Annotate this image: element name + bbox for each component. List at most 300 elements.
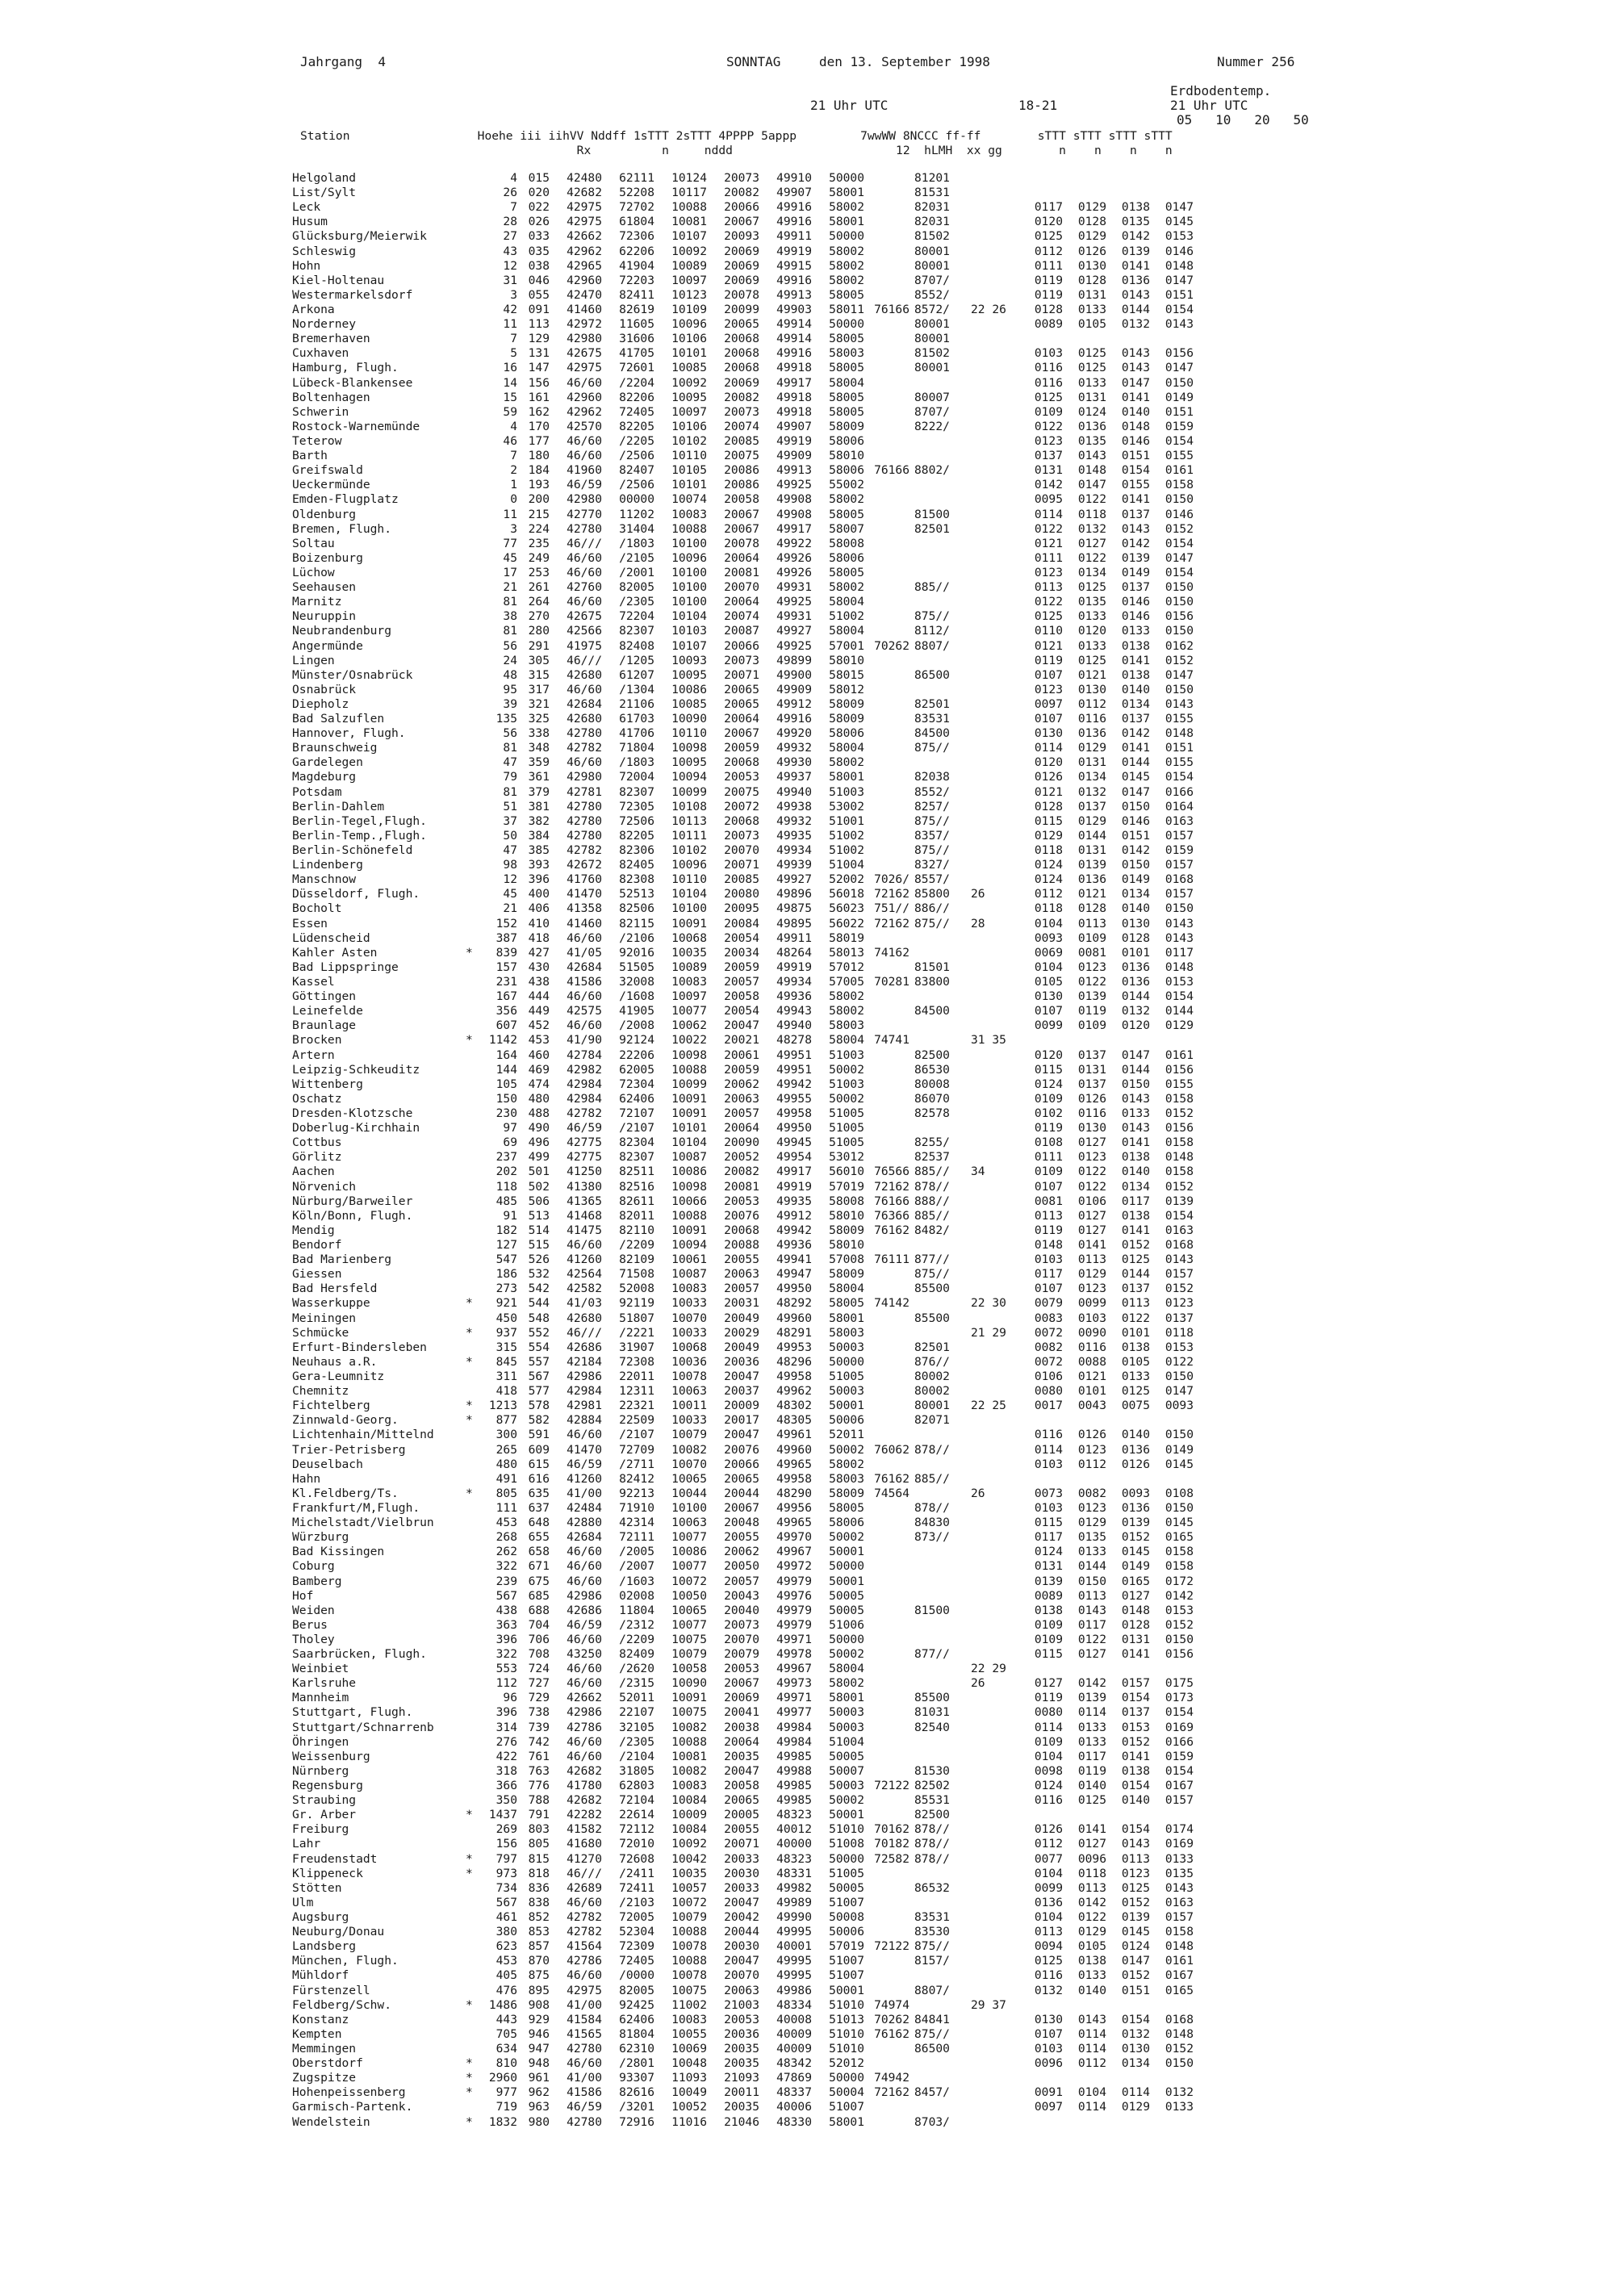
soil-temp-20cm: 0146 — [1121, 813, 1150, 828]
group-iihvv: 42786 — [567, 1954, 602, 1968]
high-station-mark — [466, 1984, 482, 1998]
group-4pppp: 49940 — [776, 784, 812, 799]
gust-ff — [963, 741, 1019, 755]
table-row — [292, 1705, 1194, 1720]
group-1sttt: 10068 — [671, 931, 707, 945]
group-2sttt: 20047 — [724, 1763, 759, 1778]
group-8nccc: 875// — [914, 2026, 950, 2041]
group-8nccc: 80001 — [914, 244, 950, 258]
gust-ff — [963, 1764, 1019, 1779]
high-station-mark: * — [466, 2085, 473, 2100]
group-iihvv: 46/59 — [567, 1121, 602, 1135]
soil-temp-20cm: 0146 — [1121, 595, 1150, 609]
group-4pppp: 49947 — [776, 1267, 812, 1282]
group-2sttt: 20070 — [724, 1968, 759, 1983]
soil-temp-20cm: 0149 — [1121, 1559, 1150, 1574]
group-8nccc: 8482/ — [914, 1223, 950, 1237]
group-iihvv: 42782 — [567, 1106, 602, 1120]
soil-temp-20cm — [1106, 186, 1150, 200]
group-nddff: 41904 — [619, 258, 654, 273]
high-station-mark — [466, 960, 482, 975]
group-7wwww — [864, 843, 909, 858]
soil-temp-50cm: 0157 — [1165, 828, 1194, 843]
group-iihvv: 42684 — [567, 1530, 602, 1545]
soil-temp-20cm — [1106, 171, 1150, 186]
height: 921 — [495, 1296, 517, 1311]
soil-temp-20cm: 0147 — [1121, 1954, 1150, 1968]
gust-ff — [963, 697, 1019, 712]
group-iihvv: 42775 — [567, 1150, 602, 1165]
station-id: 542 — [528, 1282, 550, 1296]
group-2sttt: 20035 — [724, 1749, 759, 1763]
group-1sttt: 10022 — [671, 1033, 707, 1048]
group-2sttt: 20079 — [724, 1647, 759, 1662]
high-station-mark — [466, 785, 482, 800]
station-id: 788 — [528, 1793, 550, 1808]
station-id: 453 — [528, 1033, 550, 1048]
group-iihvv: 42680 — [567, 712, 602, 726]
high-station-mark — [466, 229, 482, 244]
group-2sttt: 20063 — [724, 1091, 759, 1106]
soil-temp-10cm: 0126 — [1077, 1091, 1106, 1106]
soil-temp-10cm: 0134 — [1077, 770, 1106, 784]
group-nddff: 02008 — [619, 1588, 654, 1603]
issue-number: Nummer 256 — [1217, 54, 1295, 69]
soil-temp-5cm: 0126 — [1034, 770, 1063, 784]
group-iihvv: 42986 — [567, 1705, 602, 1720]
soil-temp-10cm: 0129 — [1077, 741, 1106, 755]
group-iihvv: 46/// — [567, 1866, 602, 1880]
station-id: 315 — [528, 667, 550, 682]
soil-temp-20cm: 0147 — [1121, 784, 1150, 799]
table-row — [292, 1896, 1194, 1910]
group-8nccc — [909, 654, 963, 668]
station-name: Emden-Flugplatz — [292, 492, 399, 507]
station-name: List/Sylt — [292, 186, 357, 200]
soil-temp-50cm — [1150, 1808, 1194, 1822]
height: 634 — [495, 2042, 517, 2056]
station-name: Frankfurt/M,Flugh. — [292, 1500, 420, 1515]
soil-temp-10cm: 0148 — [1077, 463, 1106, 478]
group-5appp: 51013 — [829, 2012, 864, 2026]
station-id: 708 — [528, 1647, 550, 1662]
station-name: Zugspitze — [292, 2071, 357, 2085]
group-2sttt: 20095 — [724, 901, 759, 916]
soil-temp-5cm: 0080 — [1034, 1705, 1063, 1720]
station-id: 506 — [528, 1194, 550, 1208]
group-8nccc: 80007 — [914, 390, 950, 404]
group-nddff: 22107 — [619, 1705, 654, 1720]
group-iihvv: 42782 — [567, 1925, 602, 1939]
group-5appp: 50003 — [829, 1720, 864, 1734]
station-id: 406 — [528, 901, 550, 916]
group-1sttt: 10094 — [671, 770, 707, 784]
group-nddff: 11605 — [619, 317, 654, 332]
gust-ff — [963, 1793, 1019, 1808]
gust-ff — [963, 361, 1019, 375]
group-5appp: 58003 — [829, 1018, 864, 1033]
table-row — [292, 1604, 1194, 1618]
group-5appp: 50001 — [829, 1545, 864, 1559]
soil-temp-50cm: 0139 — [1165, 1194, 1194, 1208]
group-nddff: 82304 — [619, 1135, 654, 1150]
group-nddff: /2620 — [619, 1662, 654, 1676]
high-station-mark — [466, 1968, 482, 1983]
station-name: Seehausen — [292, 580, 357, 595]
station-name: Soltau — [292, 536, 335, 550]
group-nddff: /2312 — [619, 1617, 654, 1632]
height: 276 — [495, 1734, 517, 1749]
soil-temp-10cm: 0122 — [1077, 975, 1106, 989]
height: 96 — [503, 1691, 517, 1705]
group-4pppp: 49995 — [776, 1925, 812, 1939]
group-iihvv: 42662 — [567, 229, 602, 244]
gust-ff — [963, 1968, 1019, 1983]
group-2sttt: 20068 — [724, 813, 759, 828]
soil-temp-10cm: 0109 — [1077, 931, 1106, 945]
group-nddff: 82005 — [619, 1983, 654, 1997]
station-name: Berlin-Temp.,Flugh. — [292, 828, 427, 843]
high-station-mark — [466, 2042, 482, 2056]
soil-temp-5cm: 0138 — [1034, 1603, 1063, 1617]
gust-ff: 26 — [971, 887, 985, 901]
high-station-mark — [466, 522, 482, 537]
soil-temp-10cm: 0116 — [1077, 1106, 1106, 1120]
group-iihvv: 42980 — [567, 770, 602, 784]
group-nddff: 82407 — [619, 463, 654, 478]
group-1sttt: 10100 — [671, 901, 707, 916]
group-7wwww — [864, 1925, 909, 1939]
group-5appp: 58013 — [829, 945, 864, 960]
group-7wwww — [864, 1092, 909, 1106]
soil-temp-20cm: 0150 — [1121, 799, 1150, 813]
group-2sttt: 20037 — [724, 1384, 759, 1399]
group-iihvv: 42575 — [567, 1004, 602, 1018]
station-name: Lichtenhain/Mittelnd — [292, 1428, 434, 1442]
group-nddff: /1608 — [619, 989, 654, 1004]
soil-temp-10cm: 0090 — [1077, 1325, 1106, 1340]
soil-temp-20cm — [1106, 1808, 1150, 1822]
soil-temp-10cm: 0143 — [1077, 449, 1106, 463]
group-1sttt: 10075 — [671, 1705, 707, 1720]
group-nddff: 42314 — [619, 1516, 654, 1530]
group-8nccc: 888// — [914, 1194, 950, 1208]
group-1sttt: 10096 — [671, 550, 707, 565]
soil-temp-20cm: 0101 — [1121, 945, 1150, 960]
group-4pppp: 48296 — [776, 1354, 812, 1369]
group-4pppp: 49899 — [776, 653, 812, 667]
group-4pppp: 48292 — [776, 1296, 812, 1311]
soil-temp-10cm — [1063, 1998, 1106, 2013]
group-2sttt: 20035 — [724, 2042, 759, 2056]
group-5appp: 58015 — [829, 667, 864, 682]
soil-temp-20cm: 0150 — [1121, 1077, 1150, 1091]
soil-temp-5cm: 0109 — [1034, 1617, 1063, 1632]
high-station-mark — [466, 1676, 482, 1691]
soil-temp-10cm: 0122 — [1077, 550, 1106, 565]
group-7wwww — [864, 609, 909, 624]
station-id: 513 — [528, 1208, 550, 1223]
soil-temp-50cm: 0157 — [1165, 1267, 1194, 1282]
group-4pppp: 40008 — [776, 2012, 812, 2026]
station-name: Erfurt-Bindersleben — [292, 1340, 427, 1354]
group-4pppp: 49977 — [776, 1705, 812, 1720]
soil-temp-20cm: 0144 — [1121, 1062, 1150, 1077]
soil-temp-5cm: 0110 — [1034, 624, 1063, 638]
height: 438 — [495, 1603, 517, 1617]
soil-temp-5cm: 0119 — [1034, 1223, 1063, 1237]
group-5appp: 50000 — [829, 1851, 864, 1866]
soil-temp-20cm: 0138 — [1121, 1150, 1150, 1165]
group-4pppp: 49895 — [776, 916, 812, 931]
height: 97 — [503, 1121, 517, 1135]
group-5appp: 58009 — [829, 696, 864, 711]
height: 81 — [503, 595, 517, 609]
gust-ff — [963, 975, 1019, 989]
soil-temp-50cm: 0150 — [1165, 375, 1194, 390]
soil-temp-20cm: 0141 — [1121, 1749, 1150, 1763]
soil-temp-5cm: 0124 — [1034, 1077, 1063, 1091]
group-2sttt: 20047 — [724, 1895, 759, 1909]
soil-temp-50cm: 0132 — [1165, 2085, 1194, 2100]
group-5appp: 58006 — [829, 726, 864, 741]
station-id: 501 — [528, 1165, 550, 1179]
soil-temp-10cm: 0126 — [1077, 244, 1106, 258]
soil-temp-50cm: 0158 — [1165, 478, 1194, 492]
group-4pppp: 49915 — [776, 258, 812, 273]
soil-temp-5cm: 0124 — [1034, 1779, 1063, 1793]
soil-temp-5cm: 0111 — [1034, 258, 1063, 273]
group-iihvv: 41/05 — [567, 945, 602, 960]
station-id: 261 — [528, 580, 550, 595]
height: 118 — [495, 1179, 517, 1194]
station-id: 038 — [528, 258, 550, 273]
soil-temp-50cm: 0147 — [1165, 550, 1194, 565]
station-id: 648 — [528, 1516, 550, 1530]
table-row — [292, 1968, 1194, 1983]
group-1sttt: 10090 — [671, 1676, 707, 1691]
soil-temp-50cm: 0148 — [1165, 2026, 1194, 2041]
soil-temp-5cm: 0072 — [1034, 1325, 1063, 1340]
group-5appp: 51005 — [829, 1106, 864, 1120]
station-name: Trier-Petrisberg — [292, 1442, 406, 1457]
soil-temp-10cm: 0144 — [1077, 828, 1106, 843]
high-station-mark — [466, 1384, 482, 1399]
soil-temp-20cm: 0127 — [1121, 1588, 1150, 1603]
group-5appp: 51004 — [829, 1734, 864, 1749]
soil-temp-5cm: 0121 — [1034, 638, 1063, 653]
high-station-mark — [466, 1165, 482, 1179]
group-7wwww — [864, 215, 909, 229]
soil-temp-20cm: 0148 — [1121, 1603, 1150, 1617]
group-4pppp: 49950 — [776, 1282, 812, 1296]
soil-temp-50cm: 0150 — [1165, 1632, 1194, 1646]
high-station-mark — [466, 1282, 482, 1296]
group-nddff: 82411 — [619, 287, 654, 302]
group-2sttt: 20053 — [724, 2012, 759, 2026]
group-1sttt: 10086 — [671, 1545, 707, 1559]
table-row — [292, 1837, 1194, 1851]
group-4pppp: 49935 — [776, 1194, 812, 1208]
station-id: 384 — [528, 828, 550, 843]
soil-temp-5cm: 0104 — [1034, 1749, 1063, 1763]
soil-temp-50cm: 0152 — [1165, 1617, 1194, 1632]
station-name: Freudenstadt — [292, 1851, 378, 1866]
group-7wwww: 70262 — [874, 2012, 909, 2026]
station-name: Köln/Bonn, Flugh. — [292, 1208, 413, 1223]
soil-temp-20cm: 0101 — [1121, 1325, 1150, 1340]
high-station-mark — [466, 1910, 482, 1925]
station-name: Wasserkuppe — [292, 1296, 370, 1311]
high-station-mark — [466, 1180, 482, 1194]
soil-temp-50cm: 0150 — [1165, 624, 1194, 638]
soil-temp-5cm: 0083 — [1034, 1311, 1063, 1325]
group-7wwww — [864, 2042, 909, 2056]
high-station-mark — [466, 245, 482, 259]
group-nddff: 72308 — [619, 1354, 654, 1369]
group-2sttt: 20088 — [724, 1237, 759, 1252]
group-1sttt: 10100 — [671, 580, 707, 595]
soil-temp-10cm: 0143 — [1077, 2012, 1106, 2026]
soil-temp-20cm: 0144 — [1121, 1267, 1150, 1282]
group-4pppp: 49967 — [776, 1662, 812, 1676]
high-station-mark — [466, 917, 482, 931]
soil-temp-5cm: 0111 — [1034, 1150, 1063, 1165]
group-1sttt: 10072 — [671, 1895, 707, 1909]
group-7wwww — [864, 1808, 909, 1822]
station-name: Barth — [292, 449, 328, 463]
group-4pppp: 49971 — [776, 1691, 812, 1705]
gust-ff — [963, 1750, 1019, 1764]
height: 239 — [495, 1574, 517, 1588]
height: 805 — [495, 1486, 517, 1500]
soil-temp-50cm: 0158 — [1165, 1165, 1194, 1179]
height: 1213 — [488, 1399, 517, 1413]
soil-temp-5cm: 0098 — [1034, 1763, 1063, 1778]
height: 2960 — [488, 2071, 517, 2085]
group-4pppp: 48323 — [776, 1808, 812, 1822]
soil-temp-10cm: 0113 — [1077, 1880, 1106, 1895]
group-7wwww — [864, 1150, 909, 1165]
station-id: 742 — [528, 1734, 550, 1749]
height: 105 — [495, 1077, 517, 1091]
group-5appp: 50000 — [829, 171, 864, 185]
station-name: Garmisch-Partenk. — [292, 2100, 413, 2114]
soil-temp-10cm: 0082 — [1077, 1486, 1106, 1500]
gust-ff — [963, 960, 1019, 975]
soil-temp-20cm: 0137 — [1121, 1705, 1150, 1720]
group-iihvv: 42682 — [567, 1793, 602, 1808]
high-station-mark — [466, 537, 482, 551]
group-7wwww — [864, 814, 909, 829]
group-2sttt: 21046 — [724, 2114, 759, 2129]
soil-temp-10cm: 0128 — [1077, 273, 1106, 287]
station-id: 836 — [528, 1880, 550, 1895]
station-id: 291 — [528, 638, 550, 653]
soil-temp-20cm: 0136 — [1121, 960, 1150, 974]
height: 977 — [495, 2085, 517, 2100]
soil-temp-50cm: 0173 — [1165, 1691, 1194, 1705]
soil-temp-50cm: 0159 — [1165, 419, 1194, 433]
group-8nccc: 873// — [914, 1530, 950, 1545]
height: 567 — [495, 1895, 517, 1909]
group-iihvv: 42570 — [567, 419, 602, 433]
soil-temp-5cm: 0142 — [1034, 478, 1063, 492]
group-nddff: 31907 — [619, 1340, 654, 1354]
group-2sttt: 20065 — [724, 1793, 759, 1808]
group-4pppp: 49958 — [776, 1106, 812, 1120]
gust-ff — [963, 449, 1019, 463]
height: 144 — [495, 1062, 517, 1077]
gust-ff — [963, 259, 1019, 274]
table-row — [292, 1370, 1194, 1384]
group-8nccc — [909, 1018, 963, 1033]
group-2sttt: 20059 — [724, 741, 759, 755]
station-name: Bad Kissingen — [292, 1545, 385, 1559]
group-iihvv: 42282 — [567, 1808, 602, 1822]
soil-temp-50cm: 0146 — [1165, 244, 1194, 258]
station-name: Bendorf — [292, 1237, 342, 1252]
table-row — [292, 1340, 1194, 1355]
group-1sttt: 10033 — [671, 1413, 707, 1428]
group-1sttt: 10079 — [671, 1647, 707, 1662]
soil-temp-50cm — [1150, 186, 1194, 200]
group-8nccc — [909, 1589, 963, 1604]
table-row — [292, 274, 1194, 288]
group-2sttt: 20064 — [724, 1734, 759, 1749]
group-8nccc: 83531 — [914, 712, 950, 726]
table-row — [292, 376, 1194, 391]
soil-temp-5cm — [1019, 1033, 1063, 1048]
group-5appp: 51010 — [829, 1822, 864, 1837]
table-row — [292, 2115, 1194, 2130]
group-5appp: 51010 — [829, 2026, 864, 2041]
group-4pppp: 49982 — [776, 1880, 812, 1895]
group-iihvv: 46/60 — [567, 1632, 602, 1646]
soil-temp-5cm: 0116 — [1034, 375, 1063, 390]
table-row — [292, 522, 1194, 537]
table-row — [292, 1984, 1194, 1998]
table-row — [292, 917, 1194, 931]
soil-temp-10cm: 0119 — [1077, 1004, 1106, 1018]
station-id: 499 — [528, 1150, 550, 1165]
station-name: Konstanz — [292, 2012, 349, 2026]
group-2sttt: 20063 — [724, 1267, 759, 1282]
group-5appp: 51010 — [829, 2042, 864, 2056]
group-iihvv: 46/59 — [567, 1457, 602, 1471]
soil-temp-5cm: 0109 — [1034, 1091, 1063, 1106]
station-name: Essen — [292, 916, 328, 931]
table-row — [292, 1998, 1194, 2013]
group-4pppp: 49961 — [776, 1428, 812, 1442]
group-7wwww — [864, 1691, 909, 1705]
high-station-mark — [466, 843, 482, 858]
group-8nccc: 878// — [914, 1179, 950, 1194]
table-row — [292, 975, 1194, 989]
gust-ff — [963, 537, 1019, 551]
soil-temp-50cm: 0149 — [1165, 390, 1194, 404]
group-1sttt: 10052 — [671, 2100, 707, 2114]
group-iihvv: 41/90 — [567, 1033, 602, 1048]
soil-temp-5cm: 0107 — [1034, 1282, 1063, 1296]
group-nddff: /1803 — [619, 536, 654, 550]
gust-ff — [963, 420, 1019, 434]
group-2sttt: 20047 — [724, 1369, 759, 1383]
soil-temp-20cm: 0142 — [1121, 536, 1150, 550]
group-5appp: 58002 — [829, 492, 864, 507]
soil-temp-20cm: 0152 — [1121, 1530, 1150, 1545]
group-4pppp: 49978 — [776, 1647, 812, 1662]
